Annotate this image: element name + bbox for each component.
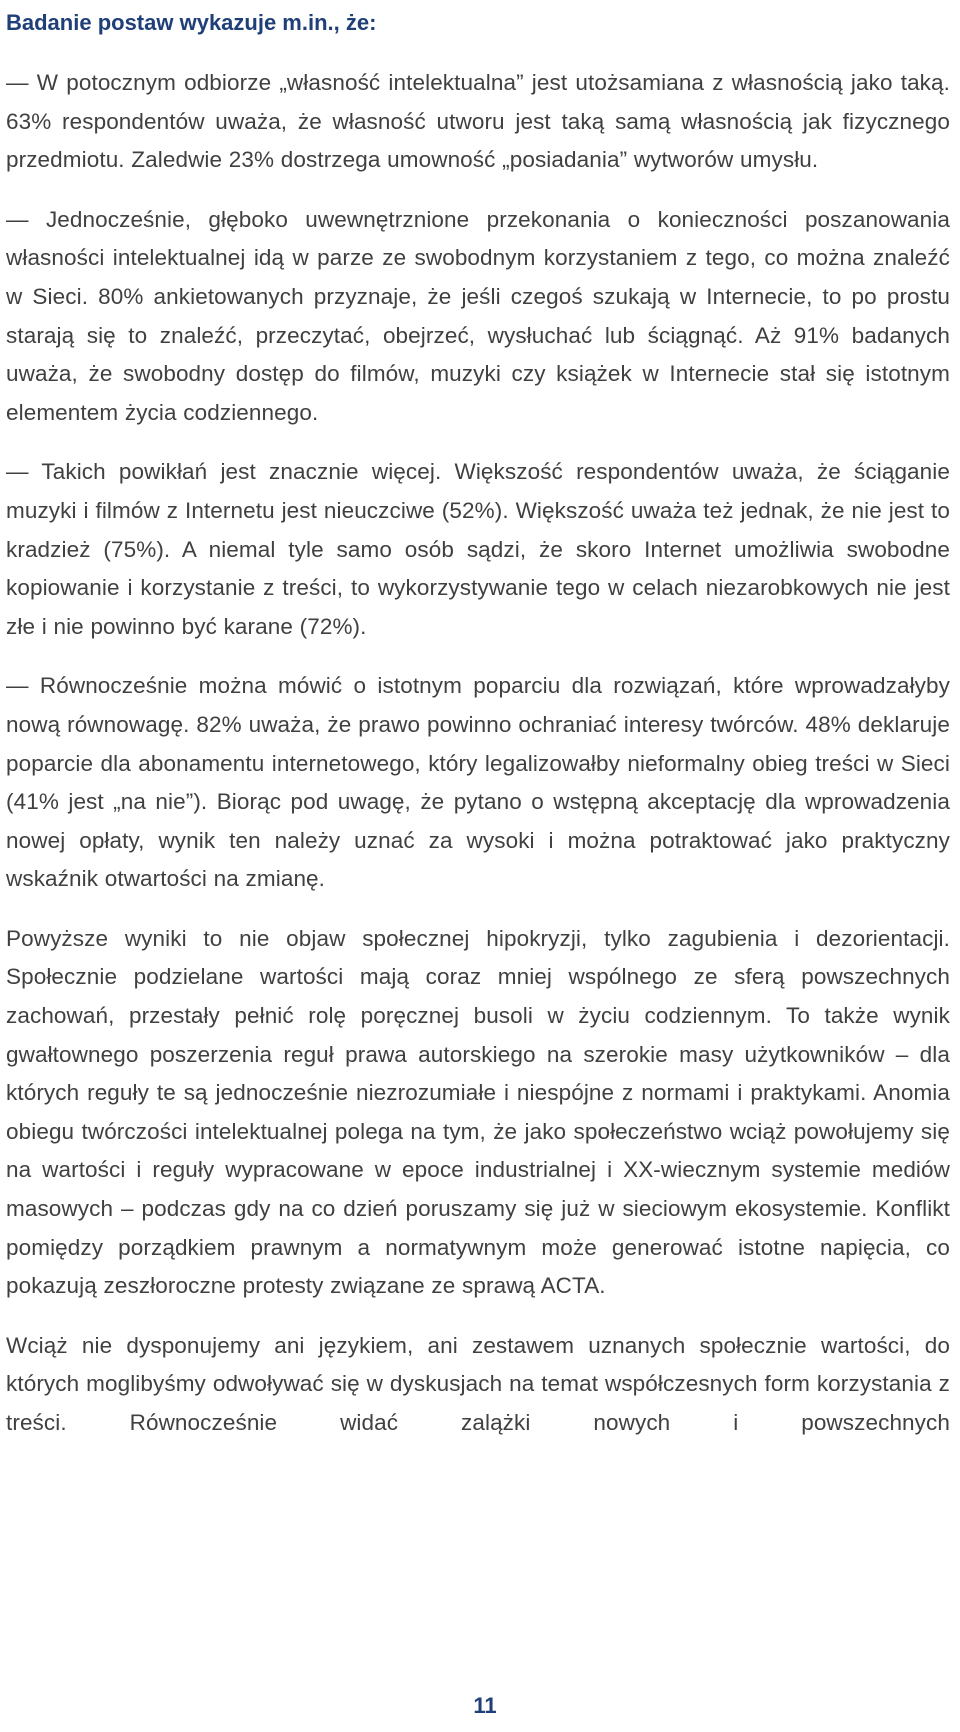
paragraph-6: Wciąż nie dysponujemy ani językiem, ani zestawem uznanych społecznie wartości, do których moglibyśmy odwoływać się w dyskusjach na temat współczesnych form korzystania z treści. Równocześnie widać zalążki nowych i powszechnych bbox=[6, 1332, 950, 1435]
paragraph-3: — Takich powikłań jest znacznie więcej. Większość respondentów uważa, że ściąganie muzyki i filmów z Internetu jest nieuczciwe (52%). Większość uważa też jednak, że nie jest to kradzież (75%). A niemal tyle samo osób sądzi, że skoro Internet umożliwia swobodne kopiowanie i korzystanie z treści, to wykorzystywanie tego w celach niezarobkowych nie jest złe i nie powinno być karane (72%). bbox=[6, 459, 950, 639]
paragraph-1: — W potocznym odbiorze „własność intelektualna” jest utożsamiana z własnością jako taką. 63% respondentów uważa, że własność utworu jest taką samą własnością jak fizycznego przedmiotu. Zaledwie 23% dostrzega umowność „posiadania” wytworów umysłu. bbox=[6, 70, 950, 173]
page-number: 11 bbox=[473, 1693, 497, 1718]
section-heading: Badanie postaw wykazuje m.in., że: bbox=[6, 10, 377, 35]
paragraph-5: Powyższe wyniki to nie objaw społecznej hipokryzji, tylko zagubienia i dezorientacji. Społecznie podzielane wartości mają coraz mniej wspólnego ze sferą powszechnych zachowań, przestały pełnić rolę poręcznej busoli w życiu codziennym. To także wynik gwałtownego poszerzenia reguł prawa autorskiego na szerokie masy użytkowników – dla których reguły te są jednocześnie niezrozumiałe i niespójne z normami i praktykami. Anomia obiegu twórczości intelektualnej polega na tym, że jako społeczeństwo wciąż powołujemy się na wartości i reguły wypracowane w epoce industrialnej i XX-wiecznym systemie mediów masowych – podczas gdy na co dzień poruszamy się już w sieciowym ekosystemie. Konflikt pomiędzy porządkiem prawnym a normatywnym może generować istotne napięcia, co pokazują zeszłoroczne protesty związane ze sprawą ACTA. bbox=[6, 925, 950, 1299]
document-page bbox=[6, 0, 950, 1443]
paragraph-4: — Równocześnie można mówić o istotnym poparciu dla rozwiązań, które wprowadzałyby nową równowagę. 82% uważa, że prawo powinno ochraniać interesy twórców. 48% deklaruje poparcie dla abonamentu internetowego, który legalizowałby nieformalny obieg treści w Sieci (41% jest „na nie”). Biorąc pod uwagę, że pytano o wstępną akceptację dla wprowadzenia nowej opłaty, wynik ten należy uznać za wysoki i można potraktować jako praktyczny wskaźnik otwartości na zmianę. bbox=[6, 673, 950, 892]
paragraph-2: — Jednocześnie, głęboko uwewnętrznione przekonania o konieczności poszanowania własności intelektualnej idą w parze ze swobodnym korzystaniem z tego, co można znaleźć w Sieci. 80% ankietowanych przyznaje, że jeśli czegoś szukają w Internecie, to po prostu starają się to znaleźć, przeczytać, obejrzeć, wysłuchać lub ściągnąć. Aż 91% badanych uważa, że swobodny dostęp do filmów, muzyki czy książek w Internecie stał się istotnym elementem życia codziennego. bbox=[6, 206, 950, 425]
